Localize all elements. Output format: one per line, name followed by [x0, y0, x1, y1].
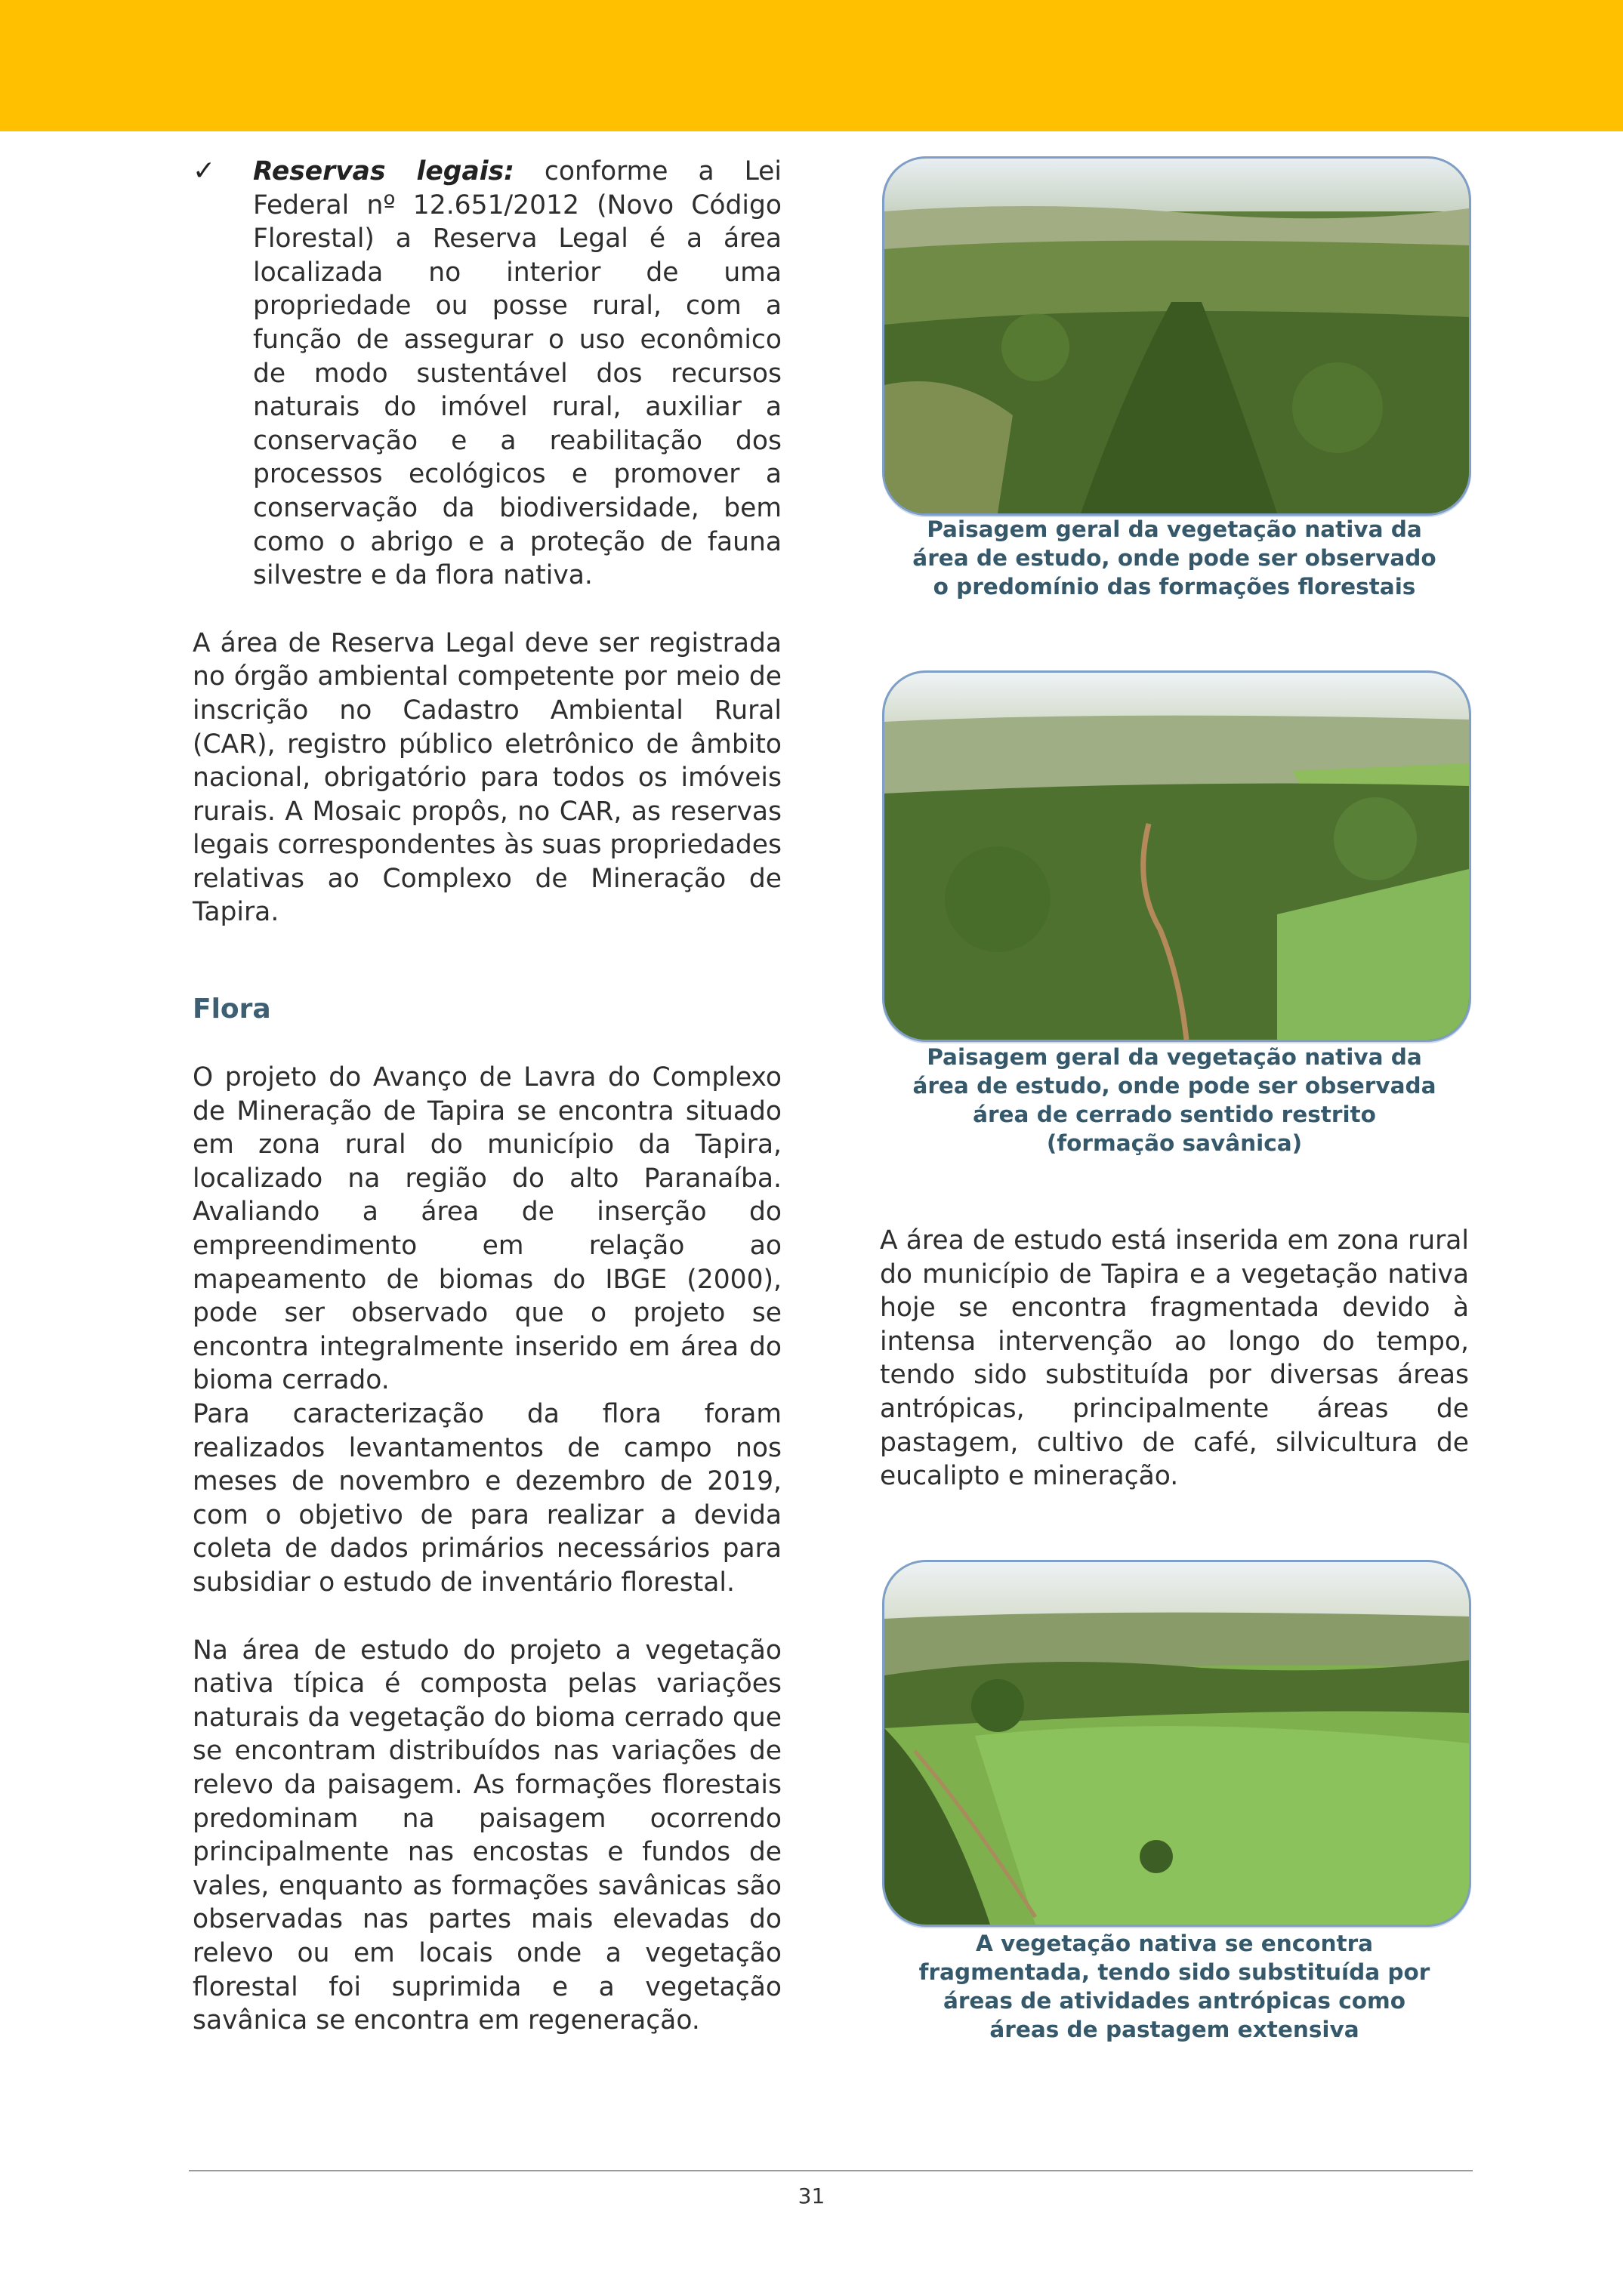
reserva-legal-bullet [193, 155, 782, 593]
caption-photo-3: A vegetação nativa se encontra fragmentada, tendo sido substituída por áreas de atividades antrópicas como áreas de pastagem extensiva [918, 1931, 1430, 2042]
photo-forest-landscape [882, 156, 1471, 516]
photo-cerrado-trail [882, 670, 1471, 1042]
bullet-term: Reservas legais: [253, 156, 514, 186]
photo-pasture-landscape [882, 1560, 1471, 1927]
flora-paragraph-3: Na área de estudo do projeto a vegetação nativa típica é composta pelas variações naturais da vegetação do bioma cerrado que se encontram distribuídos nas variações de relevo da paisagem. As formações florestais predominam na paisagem ocorrendo principalmente nas encostas e fundos de vales, enquanto as formações savânicas são observadas nas partes mais elevadas do relevo ou em locais onde a vegetação florestal foi suprimida e a vegetação savânica se encontra em regeneração. [193, 1635, 782, 2036]
checkmark-icon: ✓ [193, 156, 216, 186]
caption-photo-2: Paisagem geral da vegetação nativa da área de estudo, onde pode ser observada área de cerrado sentido restrito (formação savânica) [912, 1044, 1436, 1156]
reserva-paragraph: A área de Reserva Legal deve ser registrada no órgão ambiental competente por meio de inscrição no Cadastro Ambiental Rural (CAR), registro público eletrônico de âmbito nacional, obrigatório para todos os imóveis rurais. A Mosaic propôs, no CAR, as reservas legais correspondentes às suas propriedades relativas ao Complexo de Mineração de Tapira. [193, 627, 782, 928]
caption-photo-1: Paisagem geral da vegetação nativa da área de estudo, onde pode ser observado o predomínio das formações florestais [912, 516, 1436, 599]
header-band [0, 0, 1623, 131]
study-area-paragraph: A área de estudo está inserida em zona rural do município de Tapira e a vegetação nativa hoje se encontra fragmentada devido à intensa intervenção ao longo do tempo, tendo sido substituída por diversas áreas antrópicas, principalmente áreas de pastagem, cultivo de café, silvicultura de eucalipto e mineração. [880, 1225, 1469, 1492]
left-column [193, 155, 782, 2038]
footer-divider [189, 2170, 1473, 2171]
flora-paragraph-1: O projeto do Avanço de Lavra do Complexo de Mineração de Tapira se encontra situado em zona rural do município da Tapira, localizado na região do alto Paranaíba. Avaliando a área de inserção do empreendimento em relação ao mapeamento de biomas do IBGE (2000), pode ser observado que o projeto se encontra integralmente inserido em área do bioma cerrado. [193, 1062, 782, 1396]
flora-paragraph-2: Para caracterização da flora foram realizados levantamentos de campo nos meses de novembro e dezembro de 2019, com o objetivo de para realizar a devida coleta de dados primários necessários para subsidiar o estudo de inventário florestal. [193, 1399, 782, 1598]
page-number: 31 [798, 2184, 825, 2208]
flora-heading: Flora [193, 994, 271, 1025]
bullet-text: conforme a Lei Federal nº 12.651/2012 (Novo Código Florestal) a Reserva Legal é a área localizada no interior de uma propriedade ou posse rural, com a função de assegurar o uso econômico de modo sustentável dos recursos naturais do imóvel rural, auxiliar a conservação e a reabilitação dos processos ecológicos e promover a conservação da biodiversidade, bem como o abrigo e a proteção de fauna silvestre e da flora nativa. [253, 156, 782, 591]
